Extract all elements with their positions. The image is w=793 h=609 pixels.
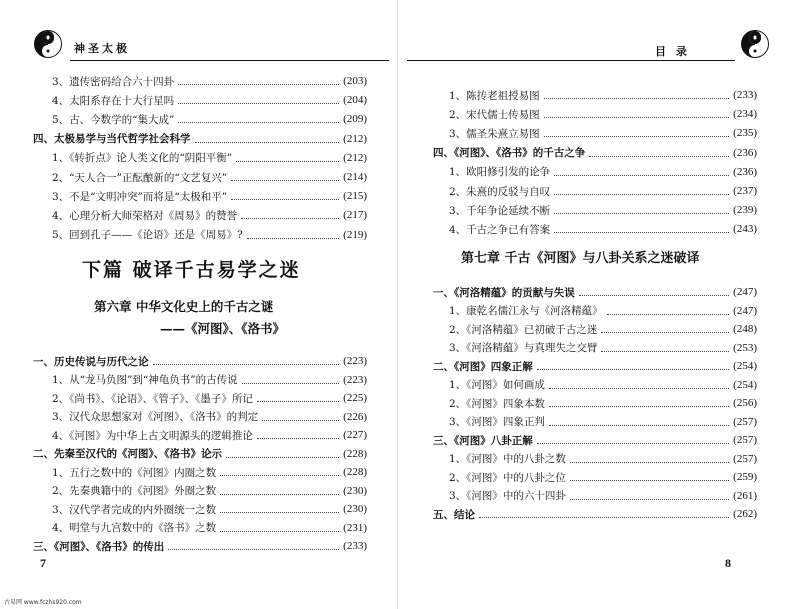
toc-section-entry xyxy=(433,283,757,301)
toc-entry xyxy=(39,187,367,205)
toc-entry xyxy=(439,182,757,200)
page-number: 8 xyxy=(725,556,731,570)
toc-leader-dots xyxy=(607,313,729,315)
toc-leader-dots xyxy=(544,135,729,137)
toc-page-number: (212) xyxy=(343,151,367,164)
toc-entry-title: 5、古、今数学的“集大成” xyxy=(52,113,175,126)
toc-leader-dots xyxy=(579,294,729,296)
toc-entry xyxy=(439,413,757,431)
toc-leader-dots xyxy=(257,400,339,402)
toc-leader-dots xyxy=(570,461,729,463)
chapter-subtitle: ——《河图》、《洛书》 xyxy=(160,321,286,336)
toc-page-number: (225) xyxy=(343,392,367,404)
toc-entry-title: 一、历史传说与历代之论 xyxy=(33,355,149,368)
toc-entry-title: 1、《河图》如何画成 xyxy=(449,379,545,391)
header-title: 目 录 xyxy=(655,45,690,58)
toc-entry-title: 三、《河图》、《洛书》的传出 xyxy=(33,540,165,553)
toc-entry-title: 一、《河洛精蕴》的贡献与失误 xyxy=(433,286,575,299)
toc-leader-dots xyxy=(220,493,339,495)
toc-leader-dots xyxy=(537,368,729,370)
toc-leader-dots xyxy=(554,193,729,195)
toc-entry-title: 5、回到孔子——《论语》还是《周易》? xyxy=(52,229,243,242)
toc-entry xyxy=(39,72,367,90)
toc-entry xyxy=(439,376,757,394)
header-rule xyxy=(70,60,389,61)
chapter-title: 第七章 千古《河图》与八卦关系之迷破译 xyxy=(461,251,700,266)
toc-leader-dots xyxy=(168,548,339,550)
toc-entry xyxy=(39,226,367,244)
toc-entry-title: 二、《河图》四象正解 xyxy=(433,360,533,373)
toc-page-number: (227) xyxy=(343,429,367,441)
toc-page-number: (203) xyxy=(343,75,367,87)
toc-leader-dots xyxy=(220,474,339,476)
toc-entry xyxy=(439,105,757,123)
toc-leader-dots xyxy=(241,217,339,219)
toc-entry-title: 1、五行之数中的《河图》内圈之数 xyxy=(52,466,217,479)
toc-leader-dots xyxy=(549,387,729,389)
toc-entry-title: 2、宋代儒士传易图 xyxy=(449,108,540,121)
toc-leader-dots xyxy=(236,160,339,162)
right-page xyxy=(397,0,793,609)
toc-leader-dots xyxy=(570,498,729,500)
toc-leader-dots xyxy=(220,530,339,532)
toc-entry xyxy=(439,450,757,468)
toc-page-number: (235) xyxy=(733,127,757,140)
toc-page-number: (217) xyxy=(343,209,367,222)
toc-section-entry xyxy=(433,144,757,162)
part-title: 下篇 破译千古易学之迷 xyxy=(82,259,301,281)
toc-page-number: (236) xyxy=(733,165,757,178)
toc-entry-title: 3、汉代众思想家对《河图》、《洛书》的判定 xyxy=(52,411,259,423)
toc-page-number: (257) xyxy=(733,434,757,446)
toc-page-number: (257) xyxy=(733,452,757,465)
toc-section-entry xyxy=(433,505,757,523)
toc-entry xyxy=(439,302,757,320)
taiji-yin-yang-icon xyxy=(741,30,769,58)
toc-entry-title: 3、遗传密码给合六十四卦 xyxy=(52,75,175,88)
toc-leader-dots xyxy=(178,102,339,104)
toc-page-number: (226) xyxy=(343,410,367,423)
toc-page-number: (247) xyxy=(733,286,757,298)
toc-section-entry xyxy=(33,130,367,148)
toc-leader-dots xyxy=(570,479,729,481)
toc-page-number: (248) xyxy=(733,323,757,335)
toc-leader-dots xyxy=(601,350,729,352)
toc-leader-dots xyxy=(178,83,339,85)
header-title: 神圣太极 xyxy=(74,42,130,55)
header-rule xyxy=(407,60,735,61)
toc-entry xyxy=(439,487,757,505)
toc-page-number: (256) xyxy=(733,397,757,409)
toc-entry-title: 五、结论 xyxy=(433,508,475,521)
toc-entry-title: 3、不是“文明冲突”而将是“太极和平” xyxy=(52,190,228,203)
toc-page-number: (223) xyxy=(343,373,367,386)
toc-entry xyxy=(39,500,367,518)
toc-page-number: (236) xyxy=(733,146,757,159)
toc-leader-dots xyxy=(231,179,339,181)
toc-entry-title: 4、太阳系存在十大行星吗 xyxy=(52,94,175,107)
toc-entry-title: 2、先秦典籍中的《河图》外圈之数 xyxy=(52,485,217,497)
toc-entry-title: 四、《河图》、《洛书》的千古之争 xyxy=(433,147,586,160)
toc-entry xyxy=(439,220,757,238)
toc-leader-dots xyxy=(262,419,339,421)
toc-page-number: (223) xyxy=(343,355,367,367)
toc-entry-title: 1、《河图》中的八卦之数 xyxy=(449,453,566,465)
toc-page-number: (228) xyxy=(343,466,367,478)
toc-entry xyxy=(39,91,367,109)
toc-page-number: (215) xyxy=(343,190,367,203)
toc-entry xyxy=(39,206,367,224)
toc-page-number: (230) xyxy=(343,484,367,497)
toc-entry xyxy=(39,149,367,167)
toc-entry xyxy=(39,389,367,407)
toc-page-number: (247) xyxy=(733,304,757,317)
toc-page-number: (262) xyxy=(733,508,757,520)
toc-entry-title: 1、康乾名儒江永与《河洛精蕴》 xyxy=(449,305,603,317)
toc-section-entry xyxy=(33,537,367,555)
toc-leader-dots xyxy=(257,437,339,439)
toc-entry-title: 2、《河洛精蕴》已初破千古之迷 xyxy=(449,323,598,336)
toc-entry xyxy=(39,482,367,500)
toc-page-number: (259) xyxy=(733,471,757,483)
toc-leader-dots xyxy=(589,155,729,157)
toc-page-number: (231) xyxy=(343,521,367,534)
toc-page-number: (230) xyxy=(343,503,367,515)
toc-page-number: (237) xyxy=(733,185,757,197)
toc-page-number: (209) xyxy=(343,113,367,126)
toc-entry-title: 2、《河图》中的八卦之位 xyxy=(449,471,566,484)
toc-entry xyxy=(39,168,367,186)
toc-entry-title: 4、心理分析大师荣格对《周易》的赞誉 xyxy=(52,209,238,222)
toc-entry-title: 2、朱熹的反驳与自叹 xyxy=(449,185,551,198)
toc-page-number: (204) xyxy=(343,94,367,107)
toc-section-entry xyxy=(433,431,757,449)
toc-entry xyxy=(439,201,757,219)
toc-bottom-list xyxy=(433,283,757,523)
toc-entry xyxy=(439,124,757,142)
toc-page-number: (239) xyxy=(733,204,757,217)
toc-entry-title: 4、《河图》为中华上古文明源头的逻辑推论 xyxy=(52,429,253,442)
toc-entry xyxy=(439,163,757,181)
toc-leader-dots xyxy=(153,363,340,365)
toc-entry-title: 四、太极易学与当代哲学社会科学 xyxy=(33,133,191,146)
toc-page-number: (214) xyxy=(343,171,367,183)
toc-leader-dots xyxy=(544,116,729,118)
toc-entry-title: 3、《河图》中的六十四卦 xyxy=(449,490,566,502)
toc-section-entry xyxy=(433,357,757,375)
toc-entry-title: 二、先秦至汉代的《河图》、《洛书》论示 xyxy=(33,448,222,460)
toc-entry xyxy=(39,519,367,537)
toc-leader-dots xyxy=(544,97,729,99)
toc-page-number: (212) xyxy=(343,132,367,145)
toc-leader-dots xyxy=(220,511,339,513)
toc-leader-dots xyxy=(479,516,729,518)
toc-page-number: (257) xyxy=(733,415,757,428)
toc-entry xyxy=(439,320,757,338)
toc-page-number: (234) xyxy=(733,108,757,121)
toc-entry-title: 三、《河图》八卦正解 xyxy=(433,434,533,447)
toc-entry-title: 3、《河图》四象正判 xyxy=(449,416,545,428)
toc-entry-title: 4、千古之争已有答案 xyxy=(449,223,551,236)
toc-entry-title: 1、陈抟老祖授易图 xyxy=(449,89,540,102)
toc-leader-dots xyxy=(549,405,729,407)
toc-entry-title: 1、欧阳修引发的论争 xyxy=(449,166,551,179)
toc-entry xyxy=(39,371,367,389)
toc-entry xyxy=(39,463,367,481)
toc-top-list xyxy=(433,86,757,236)
toc-entry-title: 4、明堂与九宫数中的《洛书》之数 xyxy=(52,522,217,534)
chapter-title: 第六章 中华文化史上的千古之谜 xyxy=(94,299,274,314)
toc-entry-title: 2、“天人合一”正酝酿新的“文艺复兴” xyxy=(52,171,228,184)
taiji-yin-yang-icon xyxy=(34,30,62,58)
toc-leader-dots xyxy=(226,456,339,458)
toc-leader-dots xyxy=(549,424,729,426)
toc-leader-dots xyxy=(242,382,340,384)
toc-page-number: (243) xyxy=(733,223,757,236)
toc-leader-dots xyxy=(554,174,729,176)
toc-entry-title: 2、《尚书》、《论语》、《管子》、《墨子》所记 xyxy=(52,392,253,405)
toc-leader-dots xyxy=(231,198,339,200)
toc-page-number: (233) xyxy=(733,89,757,101)
toc-entry xyxy=(39,408,367,426)
toc-entry-title: 1、从“龙马负图”到“神龟负书”的古传说 xyxy=(52,374,238,386)
toc-leader-dots xyxy=(195,141,340,143)
toc-leader-dots xyxy=(554,231,729,233)
toc-page-number: (219) xyxy=(343,228,367,241)
toc-entry xyxy=(439,394,757,412)
toc-entry xyxy=(39,110,367,128)
toc-entry-title: 3、千年争论延续不断 xyxy=(449,204,551,217)
toc-page-number: (233) xyxy=(343,540,367,552)
toc-entry xyxy=(439,339,757,357)
toc-page-number: (228) xyxy=(343,447,367,460)
toc-entry-title: 2、《河图》四象本数 xyxy=(449,397,545,410)
page-number: 7 xyxy=(40,556,46,570)
footer-watermark: 古易网 www.fczhs920.com xyxy=(4,599,82,606)
toc-top-list xyxy=(33,72,367,242)
toc-page-number: (254) xyxy=(733,360,757,372)
toc-entry-title: 3、《河洛精蕴》与真理失之交臂 xyxy=(449,342,598,354)
toc-section-entry xyxy=(33,352,367,370)
toc-entry-title: 3、汉代学者完成的内外圈统一之数 xyxy=(52,503,217,516)
toc-leader-dots xyxy=(601,331,729,333)
toc-page-number: (254) xyxy=(733,378,757,391)
toc-section-entry xyxy=(33,445,367,463)
toc-entry-title: 3、儒圣朱熹立易图 xyxy=(449,127,540,140)
toc-entry xyxy=(439,86,757,104)
toc-entry-title: 1、《转折点》论人类文化的“阴阳平衡” xyxy=(52,152,233,165)
toc-entry xyxy=(39,426,367,444)
toc-page-number: (261) xyxy=(733,489,757,502)
toc-leader-dots xyxy=(178,121,339,123)
toc-leader-dots xyxy=(537,442,729,444)
toc-bottom-list xyxy=(33,352,367,553)
toc-entry xyxy=(439,468,757,486)
toc-leader-dots xyxy=(247,237,339,239)
toc-page-number: (253) xyxy=(733,341,757,354)
toc-leader-dots xyxy=(554,212,729,214)
